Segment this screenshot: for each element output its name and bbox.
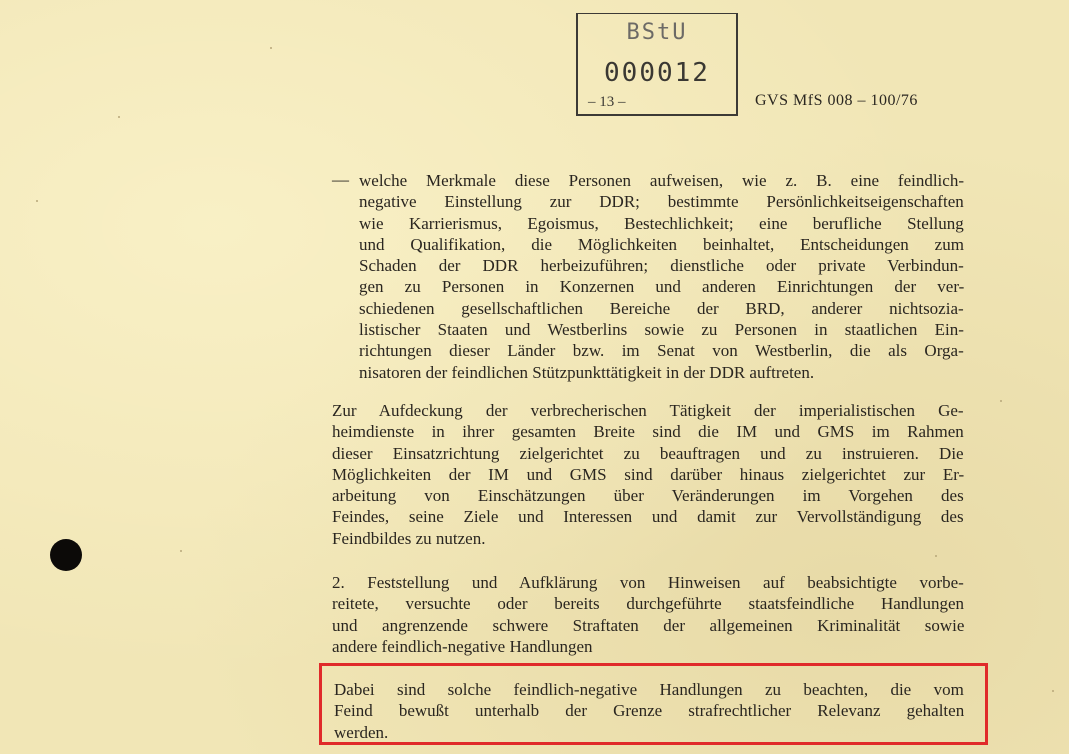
text-line: Dabei sind solche feindlich-negative Handlungen zu beachten, die vom (334, 680, 964, 699)
text-line: negative Einstellung zur DDR; bestimmte Persönlichkeitseigenschaften (359, 192, 964, 212)
document-reference: GVS MfS 008 – 100/76 (755, 92, 918, 109)
text-line: Schaden der DDR herbeizuführen; dienstliche oder private Verbindun- (359, 256, 964, 276)
text-line: reitete, versuchte oder bereits durchgeführte staatsfeindliche Handlungen (332, 594, 965, 614)
text-line: nisatoren der feindlichen Stützpunkttätigkeit in der DDR auftreten. (359, 362, 815, 382)
text-line: Feindbildes zu nutzen. (332, 528, 486, 548)
text-line: schiedenen gesellschaftlichen Bereiche der BRD, anderer nichtsozia- (359, 298, 964, 318)
paper-speck (36, 200, 38, 202)
text-line: arbeitung von Einschätzungen über Veränderungen im Vorgehen des (332, 486, 964, 506)
punch-hole (50, 539, 82, 571)
text-line: und Qualifikation, die Möglichkeiten beinhaltet, Entscheidungen zum (359, 234, 964, 254)
paper-speck (118, 116, 120, 118)
text-line: Möglichkeiten der IM und GMS sind darüber hinaus zielgerichtet zur Er- (332, 464, 965, 484)
archive-stamp (576, 13, 738, 116)
paper-speck (180, 550, 182, 552)
text-line: richtungen dieser Länder bzw. im Senat von Westberlin, die als Orga- (359, 341, 964, 361)
paragraph-text (332, 400, 964, 549)
text-line: wie Karrierismus, Egoismus, Bestechlichkeit; eine berufliche Stellung (359, 213, 964, 233)
paper-speck (1052, 690, 1054, 692)
bullet-text (359, 170, 964, 383)
stamp-org: BStU (626, 20, 688, 45)
text-line: andere feindlich-negative Handlungen (332, 636, 593, 656)
page-number: – 13 – (588, 94, 626, 110)
text-line: 2. Feststellung und Aufklärung von Hinweisen auf beabsichtigte vorbe- (332, 573, 964, 592)
text-line: und angrenzende schwere Straftaten der allgemeinen Kriminalität sowie (332, 615, 965, 635)
text-line: gen zu Personen in Konzernen und anderen Einrichtungen der ver- (359, 277, 965, 297)
section-heading (332, 572, 964, 657)
text-line: Feindes, seine Ziele und Interessen und damit zur Vervollständigung des (332, 507, 964, 527)
paper-speck (270, 47, 272, 49)
paper-speck (935, 555, 937, 557)
bullet-dash: — (332, 170, 349, 189)
paper-speck (1000, 400, 1002, 402)
text-line: Zur Aufdeckung der verbrecherischen Tätigkeit der imperialistischen Ge- (332, 401, 964, 420)
text-line: werden. (334, 722, 389, 742)
text-line: welche Merkmale diese Personen aufweisen, wie z. B. eine feindlich- (359, 171, 964, 190)
stamp-number: 000012 (604, 58, 710, 88)
text-line: listischer Staaten und Westberlins sowie zu Personen in staatlichen Ein- (359, 320, 964, 340)
text-line: dieser Einsatzrichtung zielgerichtet zu beauftragen und zu instruieren. Die (332, 443, 964, 463)
text-line: heimdienste in ihrer gesamten Breite sind die IM und GMS im Rahmen (332, 422, 964, 442)
highlighted-text (334, 679, 964, 743)
text-line: Feind bewußt unterhalb der Grenze strafrechtlicher Relevanz gehalten (334, 701, 965, 721)
